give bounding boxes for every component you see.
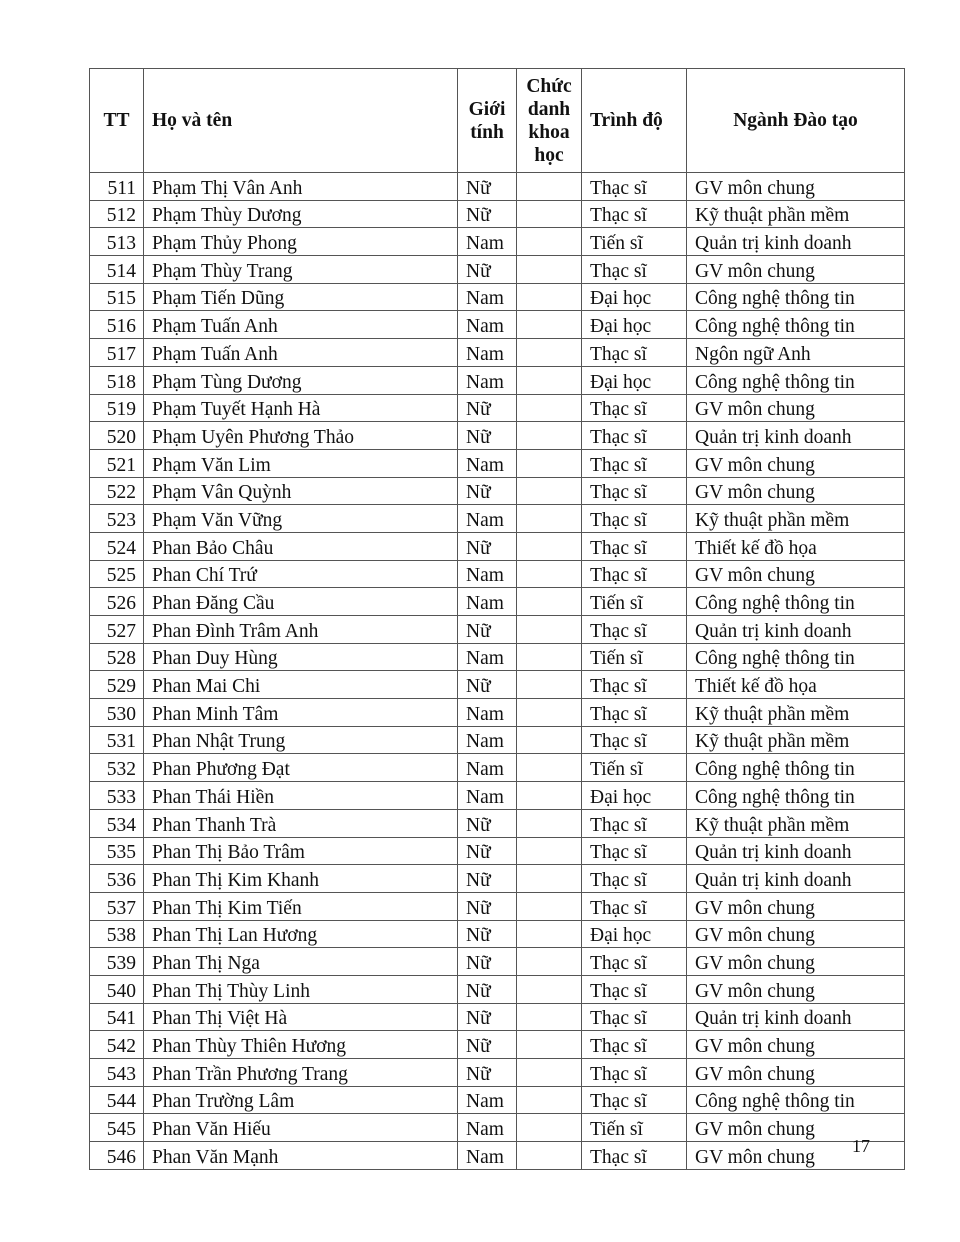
cell-tt: 526 (90, 588, 144, 616)
cell-major: Thiết kế đồ họa (687, 532, 905, 560)
cell-name: Phạm Tiến Dũng (144, 283, 458, 311)
cell-title (517, 422, 582, 450)
cell-title (517, 200, 582, 228)
table-row (90, 394, 905, 422)
cell-title (517, 1086, 582, 1114)
cell-name: Phạm Thùy Trang (144, 256, 458, 284)
staff-table (89, 68, 905, 1170)
cell-major: Công nghệ thông tin (687, 588, 905, 616)
cell-title (517, 1031, 582, 1059)
cell-name: Phan Trường Lâm (144, 1086, 458, 1114)
cell-gender: Nữ (458, 837, 517, 865)
cell-degree: Thạc sĩ (582, 1086, 687, 1114)
cell-tt: 512 (90, 200, 144, 228)
cell-name: Phan Văn Mạnh (144, 1142, 458, 1170)
cell-major: GV môn chung (687, 560, 905, 588)
cell-degree: Tiến sĩ (582, 1114, 687, 1142)
cell-gender: Nữ (458, 173, 517, 201)
cell-title (517, 948, 582, 976)
cell-name: Phan Thị Lan Hương (144, 920, 458, 948)
table-row (90, 588, 905, 616)
cell-degree: Thạc sĩ (582, 892, 687, 920)
cell-title (517, 1059, 582, 1087)
cell-title (517, 1142, 582, 1170)
table-row (90, 782, 905, 810)
cell-gender: Nữ (458, 256, 517, 284)
cell-major: Quản trị kinh doanh (687, 865, 905, 893)
cell-gender: Nam (458, 311, 517, 339)
cell-degree: Thạc sĩ (582, 1031, 687, 1059)
cell-degree: Thạc sĩ (582, 1059, 687, 1087)
cell-degree: Thạc sĩ (582, 339, 687, 367)
cell-title (517, 173, 582, 201)
cell-title (517, 1003, 582, 1031)
table-row (90, 228, 905, 256)
table-row (90, 699, 905, 727)
cell-gender: Nữ (458, 892, 517, 920)
cell-major: Quản trị kinh doanh (687, 228, 905, 256)
cell-major: GV môn chung (687, 920, 905, 948)
cell-tt: 533 (90, 782, 144, 810)
cell-gender: Nữ (458, 920, 517, 948)
cell-title (517, 560, 582, 588)
cell-gender: Nữ (458, 671, 517, 699)
cell-tt: 539 (90, 948, 144, 976)
cell-tt: 546 (90, 1142, 144, 1170)
table-row (90, 1059, 905, 1087)
cell-title (517, 837, 582, 865)
cell-degree: Thạc sĩ (582, 449, 687, 477)
cell-major: Quản trị kinh doanh (687, 837, 905, 865)
cell-major: GV môn chung (687, 1142, 905, 1170)
cell-tt: 540 (90, 975, 144, 1003)
table-row (90, 1003, 905, 1031)
cell-tt: 519 (90, 394, 144, 422)
page-number: 17 (852, 1136, 870, 1156)
cell-gender: Nữ (458, 477, 517, 505)
cell-degree: Tiến sĩ (582, 754, 687, 782)
table-row (90, 1114, 905, 1142)
cell-title (517, 726, 582, 754)
cell-tt: 520 (90, 422, 144, 450)
cell-name: Phan Thị Thùy Linh (144, 975, 458, 1003)
cell-major: GV môn chung (687, 394, 905, 422)
cell-major: Quản trị kinh doanh (687, 422, 905, 450)
cell-major: GV môn chung (687, 948, 905, 976)
cell-degree: Đại học (582, 283, 687, 311)
cell-gender: Nam (458, 228, 517, 256)
cell-degree: Thạc sĩ (582, 1003, 687, 1031)
cell-gender: Nam (458, 1114, 517, 1142)
cell-degree: Thạc sĩ (582, 394, 687, 422)
cell-major: Ngôn ngữ Anh (687, 339, 905, 367)
cell-degree: Đại học (582, 782, 687, 810)
cell-tt: 523 (90, 505, 144, 533)
table-row (90, 1142, 905, 1170)
cell-major: GV môn chung (687, 256, 905, 284)
cell-tt: 530 (90, 699, 144, 727)
cell-name: Phạm Tùng Dương (144, 366, 458, 394)
table-row (90, 975, 905, 1003)
cell-name: Phạm Tuyết Hạnh Hà (144, 394, 458, 422)
cell-major: Kỹ thuật phần mềm (687, 726, 905, 754)
cell-major: Công nghệ thông tin (687, 754, 905, 782)
table-row (90, 616, 905, 644)
cell-name: Phan Thị Việt Hà (144, 1003, 458, 1031)
cell-degree: Thạc sĩ (582, 505, 687, 533)
cell-major: Công nghệ thông tin (687, 643, 905, 671)
header-major: Ngành Đào tạo (687, 69, 905, 173)
cell-major: Quản trị kinh doanh (687, 1003, 905, 1031)
cell-gender: Nam (458, 588, 517, 616)
cell-name: Phạm Thị Vân Anh (144, 173, 458, 201)
cell-gender: Nữ (458, 532, 517, 560)
cell-name: Phan Thanh Trà (144, 809, 458, 837)
cell-tt: 541 (90, 1003, 144, 1031)
cell-name: Phan Duy Hùng (144, 643, 458, 671)
table-row (90, 1086, 905, 1114)
cell-title (517, 283, 582, 311)
cell-degree: Đại học (582, 366, 687, 394)
cell-tt: 511 (90, 173, 144, 201)
cell-gender: Nữ (458, 975, 517, 1003)
cell-tt: 532 (90, 754, 144, 782)
cell-major: GV môn chung (687, 449, 905, 477)
cell-tt: 518 (90, 366, 144, 394)
cell-tt: 537 (90, 892, 144, 920)
cell-name: Phạm Tuấn Anh (144, 339, 458, 367)
cell-gender: Nam (458, 643, 517, 671)
cell-name: Phan Đăng Cầu (144, 588, 458, 616)
cell-degree: Thạc sĩ (582, 837, 687, 865)
table-row (90, 173, 905, 201)
cell-title (517, 809, 582, 837)
cell-tt: 514 (90, 256, 144, 284)
cell-tt: 521 (90, 449, 144, 477)
header-title: Chức danh khoa học (517, 69, 582, 173)
cell-degree: Đại học (582, 311, 687, 339)
table-row (90, 339, 905, 367)
cell-tt: 517 (90, 339, 144, 367)
cell-gender: Nam (458, 505, 517, 533)
table-row (90, 505, 905, 533)
cell-title (517, 782, 582, 810)
cell-title (517, 643, 582, 671)
cell-tt: 527 (90, 616, 144, 644)
table-row (90, 283, 905, 311)
cell-degree: Thạc sĩ (582, 809, 687, 837)
cell-degree: Thạc sĩ (582, 256, 687, 284)
cell-name: Phan Nhật Trung (144, 726, 458, 754)
cell-title (517, 394, 582, 422)
table-row (90, 671, 905, 699)
cell-name: Phan Minh Tâm (144, 699, 458, 727)
cell-major: GV môn chung (687, 892, 905, 920)
cell-major: GV môn chung (687, 477, 905, 505)
cell-title (517, 616, 582, 644)
cell-gender: Nữ (458, 948, 517, 976)
cell-name: Phạm Tuấn Anh (144, 311, 458, 339)
cell-title (517, 505, 582, 533)
cell-name: Phan Thái Hiền (144, 782, 458, 810)
cell-gender: Nam (458, 339, 517, 367)
cell-degree: Tiến sĩ (582, 228, 687, 256)
cell-degree: Thạc sĩ (582, 948, 687, 976)
cell-tt: 531 (90, 726, 144, 754)
cell-name: Phan Chí Trứ (144, 560, 458, 588)
table-row (90, 892, 905, 920)
cell-title (517, 865, 582, 893)
table-row (90, 366, 905, 394)
cell-gender: Nữ (458, 1003, 517, 1031)
cell-gender: Nam (458, 754, 517, 782)
cell-major: Thiết kế đồ họa (687, 671, 905, 699)
cell-tt: 529 (90, 671, 144, 699)
cell-title (517, 1114, 582, 1142)
table-row (90, 809, 905, 837)
cell-degree: Thạc sĩ (582, 560, 687, 588)
cell-tt: 542 (90, 1031, 144, 1059)
cell-degree: Thạc sĩ (582, 477, 687, 505)
cell-title (517, 671, 582, 699)
table-row (90, 837, 905, 865)
cell-major: Công nghệ thông tin (687, 1086, 905, 1114)
table-row (90, 754, 905, 782)
cell-gender: Nữ (458, 809, 517, 837)
cell-tt: 525 (90, 560, 144, 588)
cell-name: Phan Văn Hiếu (144, 1114, 458, 1142)
cell-tt: 515 (90, 283, 144, 311)
table-row (90, 948, 905, 976)
cell-major: Kỹ thuật phần mềm (687, 699, 905, 727)
cell-degree: Đại học (582, 920, 687, 948)
cell-major: Công nghệ thông tin (687, 311, 905, 339)
cell-name: Phạm Văn Vững (144, 505, 458, 533)
cell-tt: 536 (90, 865, 144, 893)
cell-major: Công nghệ thông tin (687, 283, 905, 311)
cell-title (517, 975, 582, 1003)
cell-gender: Nam (458, 699, 517, 727)
table-row (90, 726, 905, 754)
cell-major: Kỹ thuật phần mềm (687, 505, 905, 533)
cell-title (517, 699, 582, 727)
cell-name: Phạm Uyên Phương Thảo (144, 422, 458, 450)
cell-name: Phạm Thủy Phong (144, 228, 458, 256)
cell-title (517, 339, 582, 367)
cell-gender: Nữ (458, 1059, 517, 1087)
cell-title (517, 754, 582, 782)
cell-name: Phan Đình Trâm Anh (144, 616, 458, 644)
cell-tt: 538 (90, 920, 144, 948)
table-row (90, 532, 905, 560)
table-row (90, 256, 905, 284)
cell-gender: Nam (458, 782, 517, 810)
table-row (90, 920, 905, 948)
cell-major: Công nghệ thông tin (687, 366, 905, 394)
cell-name: Phan Mai Chi (144, 671, 458, 699)
cell-name: Phạm Thùy Dương (144, 200, 458, 228)
table-row (90, 311, 905, 339)
cell-title (517, 311, 582, 339)
cell-name: Phan Thị Kim Khanh (144, 865, 458, 893)
cell-degree: Thạc sĩ (582, 616, 687, 644)
cell-gender: Nam (458, 366, 517, 394)
cell-name: Phạm Vân Quỳnh (144, 477, 458, 505)
cell-tt: 513 (90, 228, 144, 256)
table-row (90, 200, 905, 228)
cell-degree: Tiến sĩ (582, 588, 687, 616)
header-gender: Giới tính (458, 69, 517, 173)
cell-tt: 543 (90, 1059, 144, 1087)
cell-tt: 545 (90, 1114, 144, 1142)
cell-tt: 522 (90, 477, 144, 505)
table-row (90, 449, 905, 477)
cell-major: Kỹ thuật phần mềm (687, 809, 905, 837)
header-name: Họ và tên (144, 69, 458, 173)
cell-tt: 544 (90, 1086, 144, 1114)
cell-tt: 528 (90, 643, 144, 671)
cell-degree: Thạc sĩ (582, 726, 687, 754)
cell-title (517, 920, 582, 948)
cell-gender: Nữ (458, 616, 517, 644)
header-tt: TT (90, 69, 144, 173)
cell-gender: Nữ (458, 200, 517, 228)
table-row (90, 477, 905, 505)
table-header-row (90, 69, 905, 173)
cell-name: Phan Bảo Châu (144, 532, 458, 560)
cell-tt: 516 (90, 311, 144, 339)
cell-title (517, 256, 582, 284)
cell-tt: 534 (90, 809, 144, 837)
cell-degree: Thạc sĩ (582, 671, 687, 699)
cell-title (517, 532, 582, 560)
cell-title (517, 477, 582, 505)
cell-major: Công nghệ thông tin (687, 782, 905, 810)
cell-gender: Nam (458, 449, 517, 477)
cell-major: Kỹ thuật phần mềm (687, 200, 905, 228)
cell-degree: Thạc sĩ (582, 532, 687, 560)
cell-name: Phan Thị Nga (144, 948, 458, 976)
cell-gender: Nam (458, 560, 517, 588)
cell-name: Phan Phương Đạt (144, 754, 458, 782)
cell-tt: 524 (90, 532, 144, 560)
cell-name: Phan Thị Kim Tiến (144, 892, 458, 920)
table-row (90, 560, 905, 588)
table-row (90, 422, 905, 450)
cell-degree: Thạc sĩ (582, 1142, 687, 1170)
cell-gender: Nữ (458, 865, 517, 893)
cell-degree: Tiến sĩ (582, 643, 687, 671)
cell-gender: Nữ (458, 422, 517, 450)
cell-degree: Thạc sĩ (582, 173, 687, 201)
cell-gender: Nam (458, 1086, 517, 1114)
cell-name: Phan Trần Phương Trang (144, 1059, 458, 1087)
cell-gender: Nam (458, 283, 517, 311)
cell-major: GV môn chung (687, 173, 905, 201)
cell-gender: Nam (458, 726, 517, 754)
cell-title (517, 228, 582, 256)
cell-degree: Thạc sĩ (582, 975, 687, 1003)
cell-name: Phạm Văn Lim (144, 449, 458, 477)
cell-tt: 535 (90, 837, 144, 865)
cell-degree: Thạc sĩ (582, 422, 687, 450)
cell-title (517, 588, 582, 616)
cell-gender: Nữ (458, 394, 517, 422)
cell-gender: Nữ (458, 1031, 517, 1059)
cell-title (517, 892, 582, 920)
cell-degree: Thạc sĩ (582, 200, 687, 228)
cell-major: GV môn chung (687, 1059, 905, 1087)
cell-gender: Nam (458, 1142, 517, 1170)
cell-degree: Thạc sĩ (582, 865, 687, 893)
cell-name: Phan Thùy Thiên Hương (144, 1031, 458, 1059)
cell-major: Quản trị kinh doanh (687, 616, 905, 644)
cell-name: Phan Thị Bảo Trâm (144, 837, 458, 865)
cell-title (517, 366, 582, 394)
table-row (90, 643, 905, 671)
table-row (90, 865, 905, 893)
cell-major: GV môn chung (687, 1031, 905, 1059)
cell-major: GV môn chung (687, 975, 905, 1003)
cell-major: GV môn chung (687, 1114, 905, 1142)
table-row (90, 1031, 905, 1059)
header-degree: Trình độ (582, 69, 687, 173)
cell-degree: Thạc sĩ (582, 699, 687, 727)
cell-title (517, 449, 582, 477)
